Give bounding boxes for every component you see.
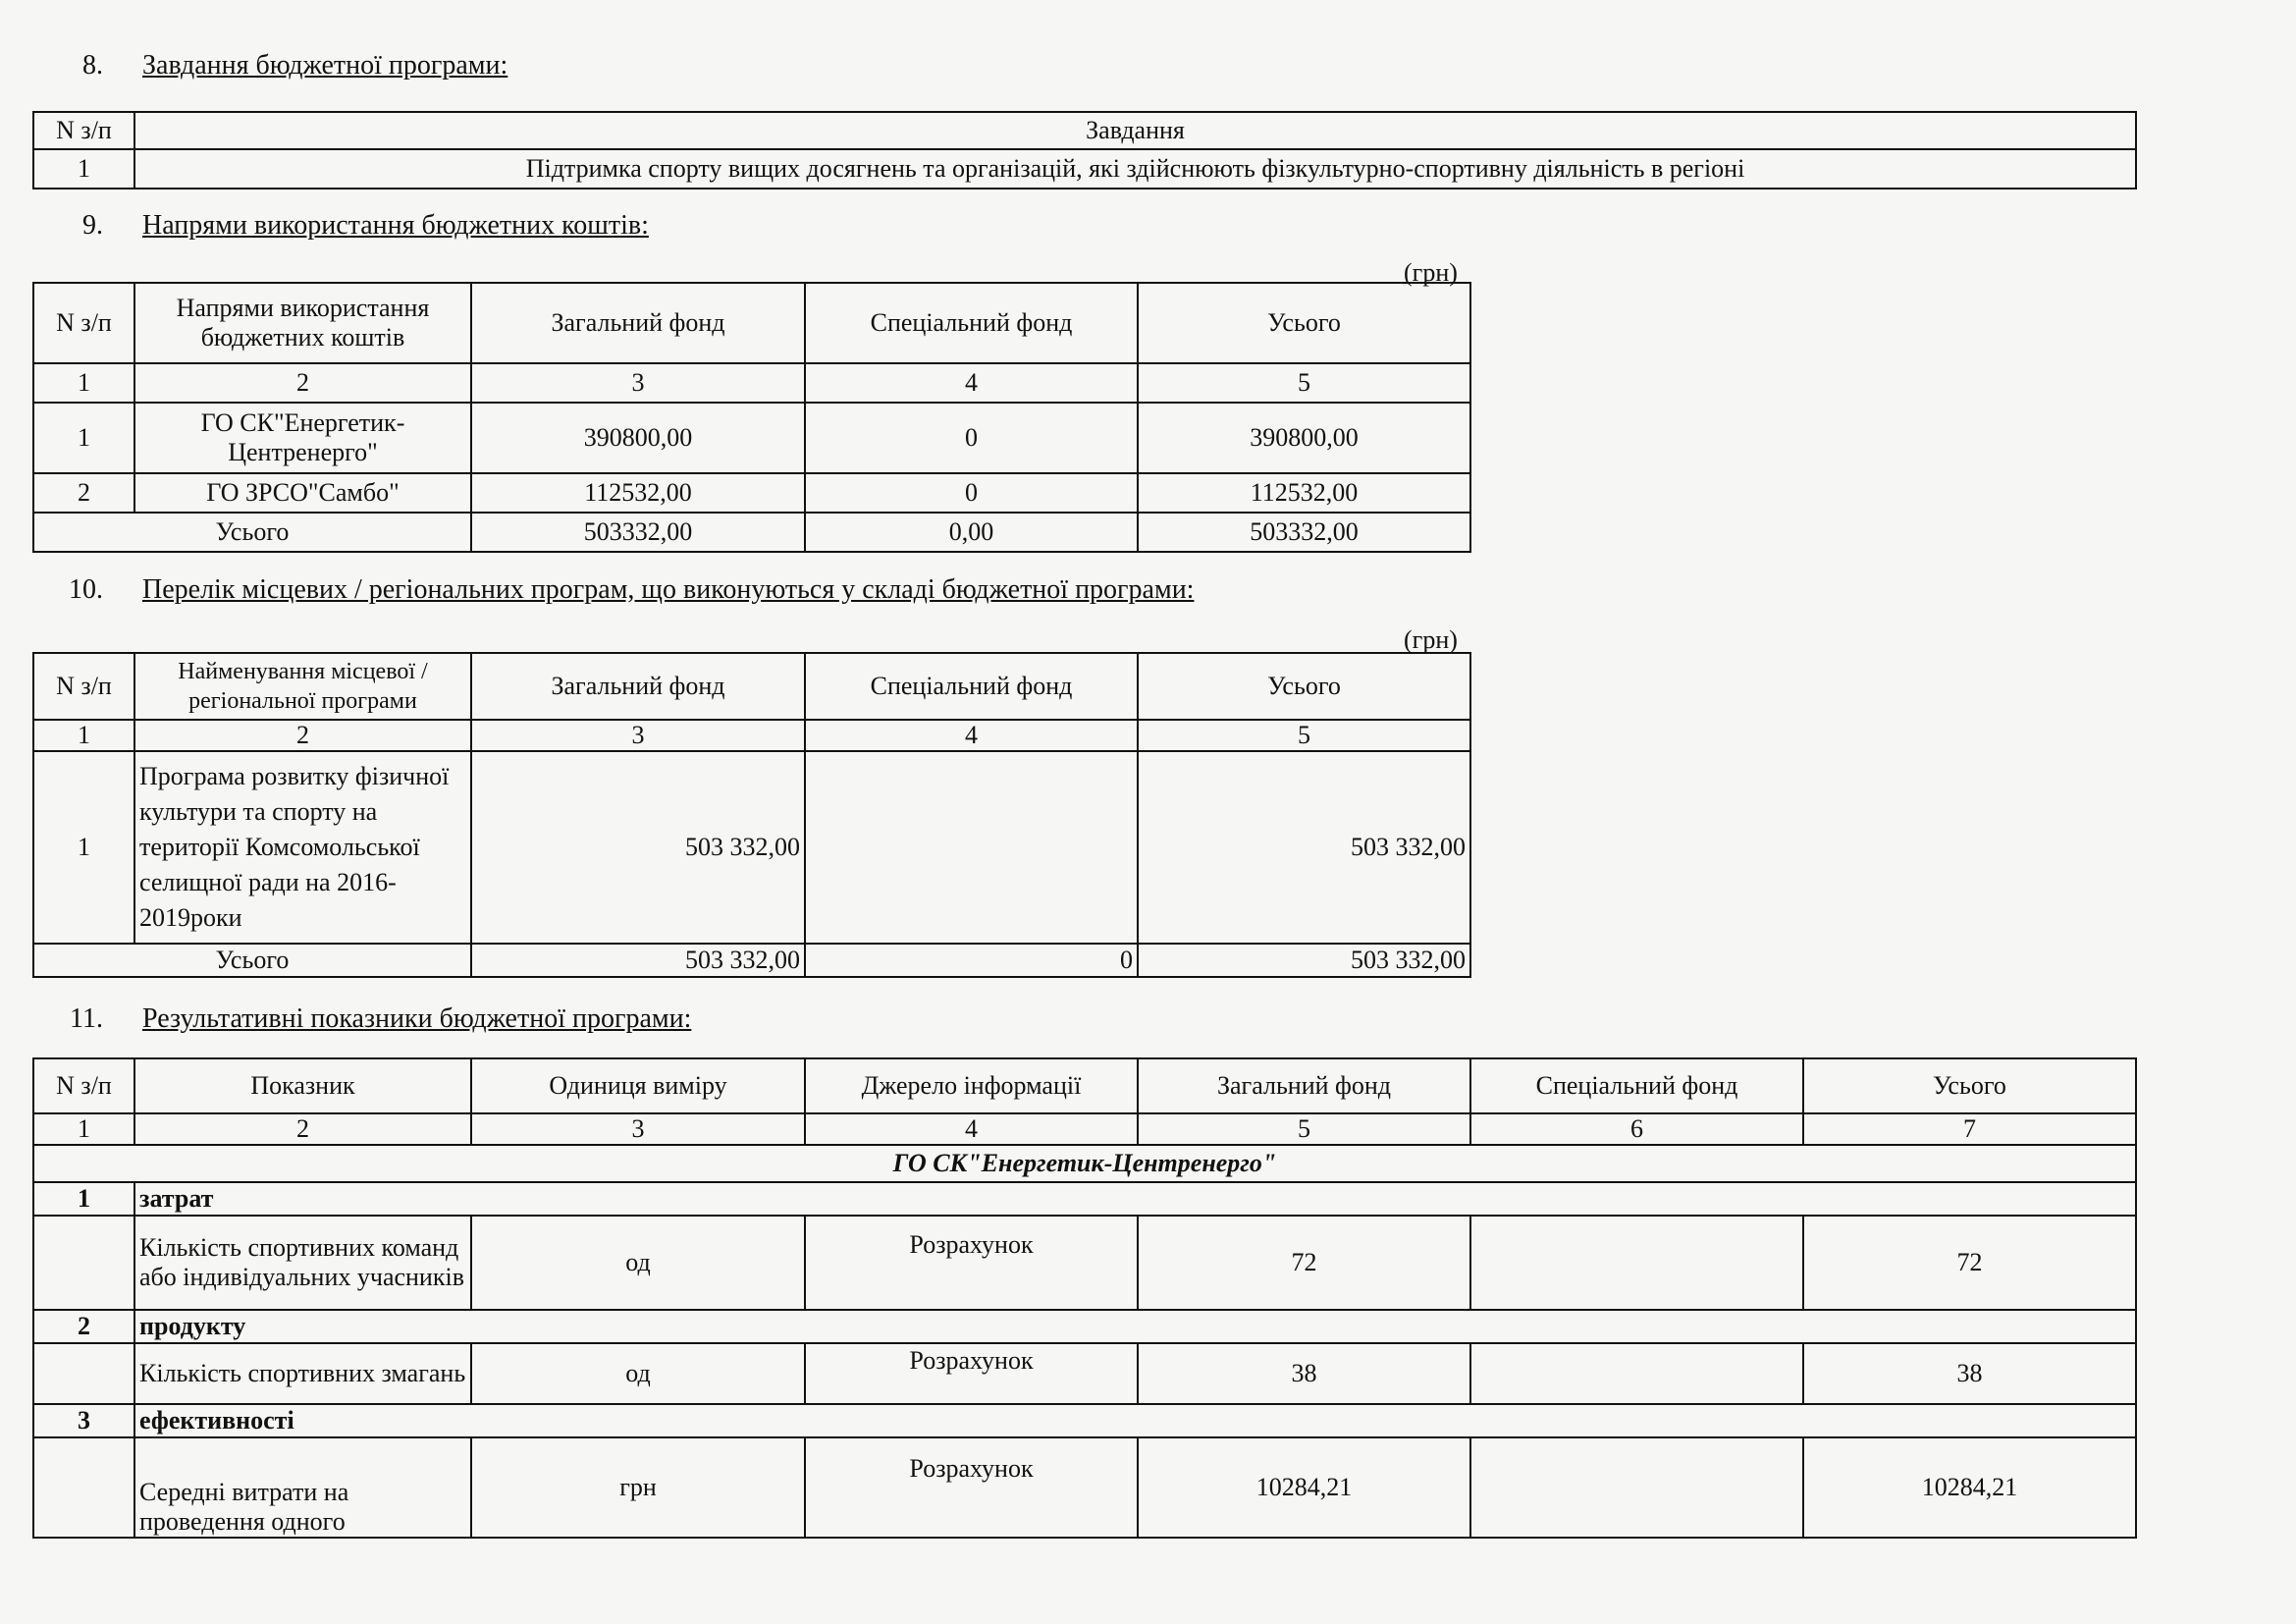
table-header-row bbox=[33, 653, 1470, 720]
tasks-table bbox=[32, 111, 2137, 189]
index-cell: 3 bbox=[471, 363, 805, 403]
table-header-row bbox=[33, 1058, 2136, 1113]
section-number: 10. bbox=[69, 574, 103, 605]
cell-total: 390800,00 bbox=[1138, 403, 1470, 473]
indicator-name: Кількість спортивних змагань bbox=[134, 1343, 471, 1404]
section-title: Напрями використання бюджетних коштів: bbox=[142, 210, 649, 241]
indicator-special-fund bbox=[1470, 1437, 1803, 1538]
cell-general-fund: 112532,00 bbox=[471, 473, 805, 513]
section-title: Перелік місцевих / регіональних програм, що виконуються у складі бюджетної програми: bbox=[142, 574, 1195, 605]
total-label: Усього bbox=[33, 513, 471, 552]
indicator-general-fund: 38 bbox=[1138, 1343, 1470, 1404]
header-cell: Загальний фонд bbox=[1138, 1058, 1470, 1113]
header-cell: N з/п bbox=[33, 653, 134, 720]
table-row bbox=[33, 1216, 2136, 1310]
cell-special-fund: 0 bbox=[805, 403, 1138, 473]
currency-unit: (грн) bbox=[1404, 258, 1458, 287]
total-general-fund: 503332,00 bbox=[471, 513, 805, 552]
indicator-name: Середні витрати на проведення одного bbox=[134, 1437, 471, 1538]
index-cell: 2 bbox=[134, 720, 471, 751]
table-header-row bbox=[33, 283, 1470, 363]
cell-direction: ГО ЗРСО"Самбо" bbox=[134, 473, 471, 513]
block-header-row bbox=[33, 1182, 2136, 1216]
section-title: Результативні показники бюджетної програми: bbox=[142, 1003, 692, 1034]
block-header-row bbox=[33, 1404, 2136, 1437]
cell-total: 112532,00 bbox=[1138, 473, 1470, 513]
cell-general-fund: 390800,00 bbox=[471, 403, 805, 473]
column-index-row bbox=[33, 1113, 2136, 1145]
block-number: 2 bbox=[33, 1310, 134, 1343]
block-number: 3 bbox=[33, 1404, 134, 1437]
block-name: продукту bbox=[134, 1310, 2136, 1343]
header-cell: Загальний фонд bbox=[471, 653, 805, 720]
indicator-unit: од bbox=[471, 1216, 805, 1310]
header-cell: Найменування місцевої / регіональної програми bbox=[134, 653, 471, 720]
header-cell: Усього bbox=[1138, 283, 1470, 363]
column-index-row bbox=[33, 720, 1470, 751]
block-number: 1 bbox=[33, 1182, 134, 1216]
indicator-source: Розрахунок bbox=[805, 1437, 1138, 1538]
index-cell: 7 bbox=[1803, 1113, 2136, 1145]
cell-number: 1 bbox=[33, 751, 134, 944]
header-cell: Завдання bbox=[134, 112, 2136, 149]
table-row bbox=[33, 751, 1470, 944]
section-title: Завдання бюджетної програми: bbox=[142, 50, 508, 81]
total-row bbox=[33, 944, 1470, 977]
total-all: 503332,00 bbox=[1138, 513, 1470, 552]
local-programs-table bbox=[32, 652, 1471, 978]
index-cell: 6 bbox=[1470, 1113, 1803, 1145]
header-cell: Одиниця виміру bbox=[471, 1058, 805, 1113]
indicator-total: 72 bbox=[1803, 1216, 2136, 1310]
index-cell: 3 bbox=[471, 1113, 805, 1145]
index-cell: 5 bbox=[1138, 720, 1470, 751]
index-cell: 4 bbox=[805, 363, 1138, 403]
currency-unit: (грн) bbox=[1404, 625, 1458, 654]
indicator-name: Кількість спортивних команд або індивідуальних учасників bbox=[134, 1216, 471, 1310]
section-number: 8. bbox=[82, 50, 103, 81]
indicator-total: 38 bbox=[1803, 1343, 2136, 1404]
total-label: Усього bbox=[33, 944, 471, 977]
index-cell: 2 bbox=[134, 363, 471, 403]
table-row bbox=[33, 403, 1470, 473]
header-cell: N з/п bbox=[33, 283, 134, 363]
table-row bbox=[33, 1343, 2136, 1404]
indicator-general-fund: 72 bbox=[1138, 1216, 1470, 1310]
cell-number: 1 bbox=[33, 149, 134, 189]
empty-cell bbox=[33, 1343, 134, 1404]
cell-special-fund: 0 bbox=[805, 473, 1138, 513]
indicator-source: Розрахунок bbox=[805, 1343, 1138, 1404]
table-row bbox=[33, 473, 1470, 513]
group-row bbox=[33, 1145, 2136, 1182]
indicator-special-fund bbox=[1470, 1343, 1803, 1404]
index-cell: 3 bbox=[471, 720, 805, 751]
indicator-source: Розрахунок bbox=[805, 1216, 1138, 1310]
total-special-fund: 0,00 bbox=[805, 513, 1138, 552]
header-cell: Загальний фонд bbox=[471, 283, 805, 363]
cell-general-fund: 503 332,00 bbox=[471, 751, 805, 944]
section-number: 11. bbox=[70, 1003, 103, 1034]
index-cell: 4 bbox=[805, 1113, 1138, 1145]
total-all: 503 332,00 bbox=[1138, 944, 1470, 977]
table-row bbox=[33, 1437, 2136, 1538]
index-cell: 4 bbox=[805, 720, 1138, 751]
header-cell: Спеціальний фонд bbox=[805, 283, 1138, 363]
block-name: ефективності bbox=[134, 1404, 2136, 1437]
cell-program-name: Програма розвитку фізичної культури та спорту на території Комсомольської селищної ради на 2016-2019роки bbox=[134, 751, 471, 944]
group-title: ГО СК"Енергетик-Центренерго" bbox=[33, 1145, 2136, 1182]
header-cell: Показник bbox=[134, 1058, 471, 1113]
table-row bbox=[33, 149, 2136, 189]
indicator-special-fund bbox=[1470, 1216, 1803, 1310]
header-cell: Усього bbox=[1138, 653, 1470, 720]
index-cell: 5 bbox=[1138, 363, 1470, 403]
cell-special-fund bbox=[805, 751, 1138, 944]
empty-cell bbox=[33, 1437, 134, 1538]
header-cell: Спеціальний фонд bbox=[805, 653, 1138, 720]
column-index-row bbox=[33, 363, 1470, 403]
total-special-fund: 0 bbox=[805, 944, 1138, 977]
performance-indicators-table bbox=[32, 1057, 2137, 1539]
indicator-unit: од bbox=[471, 1343, 805, 1404]
index-cell: 1 bbox=[33, 363, 134, 403]
indicator-general-fund: 10284,21 bbox=[1138, 1437, 1470, 1538]
cell-number: 2 bbox=[33, 473, 134, 513]
index-cell: 2 bbox=[134, 1113, 471, 1145]
header-cell: N з/п bbox=[33, 1058, 134, 1113]
header-cell: Спеціальний фонд bbox=[1470, 1058, 1803, 1113]
header-cell: Усього bbox=[1803, 1058, 2136, 1113]
index-cell: 1 bbox=[33, 1113, 134, 1145]
header-cell: Джерело інформації bbox=[805, 1058, 1138, 1113]
spending-directions-table bbox=[32, 282, 1471, 553]
cell-task: Підтримка спорту вищих досягнень та організацій, які здійснюють фізкультурно-спортивну діяльність в регіоні bbox=[134, 149, 2136, 189]
cell-number: 1 bbox=[33, 403, 134, 473]
table-header-row bbox=[33, 112, 2136, 149]
block-header-row bbox=[33, 1310, 2136, 1343]
section-number: 9. bbox=[82, 210, 103, 241]
header-cell: N з/п bbox=[33, 112, 134, 149]
block-name: затрат bbox=[134, 1182, 2136, 1216]
index-cell: 5 bbox=[1138, 1113, 1470, 1145]
indicator-unit: грн bbox=[471, 1437, 805, 1538]
total-general-fund: 503 332,00 bbox=[471, 944, 805, 977]
index-cell: 1 bbox=[33, 720, 134, 751]
indicator-total: 10284,21 bbox=[1803, 1437, 2136, 1538]
empty-cell bbox=[33, 1216, 134, 1310]
cell-total: 503 332,00 bbox=[1138, 751, 1470, 944]
total-row bbox=[33, 513, 1470, 552]
header-cell: Напрями використання бюджетних коштів bbox=[134, 283, 471, 363]
cell-direction: ГО СК"Енергетик-Центренерго" bbox=[134, 403, 471, 473]
